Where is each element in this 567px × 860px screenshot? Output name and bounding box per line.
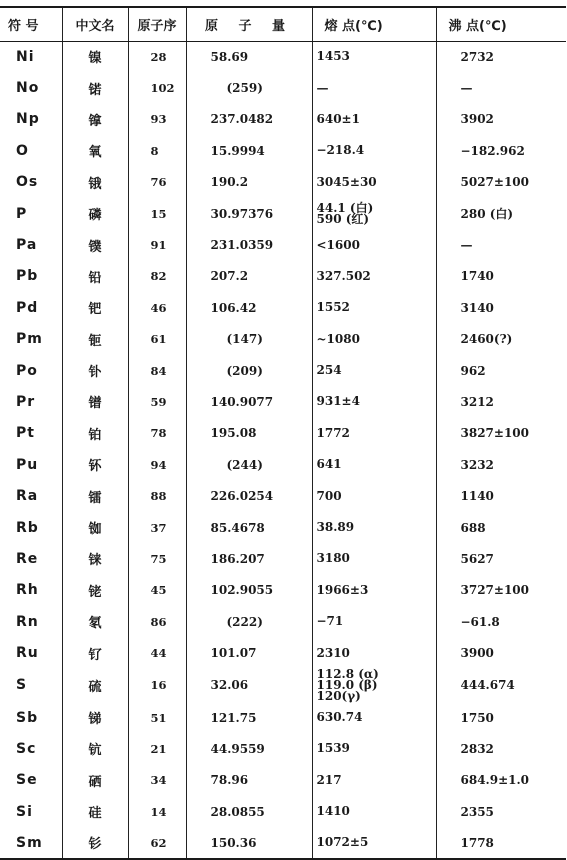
table-row — [0, 135, 566, 166]
cell-symbol: P — [16, 205, 28, 222]
table-row — [0, 418, 566, 449]
table-row — [0, 167, 566, 198]
melting-point-value: 1552 — [316, 300, 350, 315]
cell-atomic-mass: (147) — [186, 324, 312, 355]
cell-boiling-point: 1740 — [436, 261, 566, 292]
table-row — [0, 765, 566, 796]
cell-melting-point — [312, 72, 436, 103]
cell-boiling-point: 444.674 — [436, 669, 566, 702]
cell-melting-point — [312, 765, 436, 796]
table-row — [0, 198, 566, 229]
header-boiling-point: 沸 点(℃) — [436, 7, 566, 41]
table-row — [0, 72, 566, 103]
cell-atomic-number: 76 — [128, 167, 186, 198]
element-properties-table — [0, 6, 566, 860]
cell-atomic-mass: 121.75 — [186, 702, 312, 733]
cell-chinese-name: 铼 — [62, 543, 128, 574]
cell-melting-point — [312, 261, 436, 292]
cell-melting-point — [312, 666, 436, 703]
cell-symbol: No — [16, 80, 40, 97]
table-row — [0, 480, 566, 511]
cell-symbol: O — [16, 142, 29, 159]
table-row — [0, 292, 566, 323]
cell-melting-point — [312, 637, 436, 668]
cell-atomic-mass: 102.9055 — [186, 575, 312, 606]
cell-atomic-mass: 30.97376 — [186, 198, 312, 229]
melting-point-value: 1772 — [316, 425, 350, 440]
melting-point-value: 327.502 — [316, 268, 371, 283]
cell-atomic-mass: 28.0855 — [186, 796, 312, 827]
melting-point-value: 38.89 — [316, 520, 355, 535]
header-row — [0, 7, 566, 41]
melting-point-value: 217 — [316, 772, 342, 787]
cell-chinese-name: 镭 — [62, 480, 128, 511]
cell-symbol: Sb — [16, 709, 39, 726]
cell-chinese-name: 钚 — [62, 449, 128, 480]
cell-boiling-point: 2355 — [436, 796, 566, 827]
cell-melting-point — [312, 575, 436, 606]
melting-point-value: 44.1 (白) — [316, 200, 374, 215]
table-row — [0, 575, 566, 606]
cell-atomic-mass: 186.207 — [186, 543, 312, 574]
cell-symbol: Po — [16, 362, 38, 379]
cell-symbol: Pu — [16, 456, 39, 473]
melting-point-value: ~1080 — [316, 331, 360, 346]
table-row — [0, 449, 566, 480]
cell-atomic-mass: (209) — [186, 355, 312, 386]
cell-atomic-number: 88 — [128, 480, 186, 511]
cell-boiling-point: 3902 — [436, 104, 566, 135]
cell-atomic-mass: 106.42 — [186, 292, 312, 323]
cell-symbol: Pm — [16, 331, 43, 348]
cell-melting-point — [312, 355, 436, 386]
cell-symbol: Ra — [16, 488, 39, 505]
table-row — [0, 229, 566, 260]
melting-point-value: 630.74 — [316, 710, 363, 724]
cell-boiling-point: 1140 — [436, 480, 566, 511]
cell-chinese-name: 铅 — [62, 261, 128, 292]
cell-atomic-mass: (244) — [186, 449, 312, 480]
cell-atomic-number: 62 — [128, 827, 186, 858]
cell-symbol: Ru — [16, 645, 39, 662]
cell-symbol: Sc — [16, 740, 37, 757]
cell-chinese-name: 硫 — [62, 669, 128, 702]
cell-melting-point — [312, 324, 436, 355]
cell-symbol: Os — [16, 174, 39, 191]
melting-point-value: 120(γ) — [316, 688, 361, 703]
table-row — [0, 104, 566, 135]
cell-symbol: Re — [16, 550, 39, 567]
cell-melting-point — [312, 449, 436, 480]
cell-melting-point — [312, 512, 436, 543]
cell-melting-point — [312, 167, 436, 198]
cell-symbol: Pa — [16, 237, 38, 254]
cell-chinese-name: 氡 — [62, 606, 128, 637]
cell-chinese-name: 镤 — [62, 229, 128, 260]
cell-atomic-number: 84 — [128, 355, 186, 386]
cell-boiling-point: 2732 — [436, 41, 566, 72]
melting-point-value: 931±4 — [316, 394, 360, 409]
cell-boiling-point: 2460(?) — [436, 324, 566, 355]
cell-atomic-mass: 237.0482 — [186, 104, 312, 135]
cell-boiling-point: 5627 — [436, 543, 566, 574]
table-row — [0, 386, 566, 417]
cell-boiling-point: −182.962 — [436, 135, 566, 166]
cell-melting-point — [312, 733, 436, 764]
cell-symbol: Pr — [16, 393, 36, 410]
cell-symbol: Pt — [16, 425, 35, 442]
cell-symbol: Rn — [16, 613, 39, 630]
cell-atomic-number: 21 — [128, 733, 186, 764]
cell-chinese-name: 氧 — [62, 135, 128, 166]
cell-atomic-mass: 78.96 — [186, 765, 312, 796]
cell-boiling-point: 5027±100 — [436, 167, 566, 198]
cell-boiling-point: — — [436, 229, 566, 260]
cell-symbol: Rb — [16, 519, 39, 536]
cell-symbol: Ni — [16, 48, 35, 65]
melting-point-value: 1072±5 — [316, 835, 369, 850]
cell-atomic-mass: (259) — [186, 72, 312, 103]
cell-atomic-number: 102 — [128, 72, 186, 103]
table-row — [0, 702, 566, 733]
cell-atomic-number: 59 — [128, 386, 186, 417]
table-body — [0, 41, 566, 859]
cell-atomic-number: 28 — [128, 41, 186, 72]
cell-atomic-number: 45 — [128, 575, 186, 606]
melting-point-value: 254 — [316, 363, 342, 378]
table-row — [0, 637, 566, 668]
melting-point-value: 112.8 (α) — [316, 666, 379, 681]
cell-melting-point — [312, 198, 436, 229]
cell-symbol: Pb — [16, 268, 39, 285]
cell-atomic-mass: 140.9077 — [186, 386, 312, 417]
cell-boiling-point: 1750 — [436, 702, 566, 733]
cell-atomic-number: 78 — [128, 418, 186, 449]
cell-symbol: Np — [16, 111, 40, 128]
cell-symbol: Rh — [16, 582, 39, 599]
melting-point-value: 640±1 — [316, 111, 360, 126]
cell-symbol: S — [16, 677, 28, 694]
melting-point-value: 2310 — [316, 645, 350, 660]
melting-point-value: 1539 — [316, 741, 350, 756]
cell-atomic-mass: 190.2 — [186, 167, 312, 198]
cell-boiling-point: 684.9±1.0 — [436, 765, 566, 796]
cell-atomic-mass: 207.2 — [186, 261, 312, 292]
header-atomic-number: 原子序 — [128, 7, 186, 41]
cell-melting-point — [312, 606, 436, 637]
cell-atomic-mass: 231.0359 — [186, 229, 312, 260]
cell-chinese-name: 钌 — [62, 637, 128, 668]
cell-chinese-name: 锇 — [62, 167, 128, 198]
melting-point-value: <1600 — [316, 237, 360, 252]
cell-chinese-name: 钋 — [62, 355, 128, 386]
cell-boiling-point: 280 (白) — [436, 198, 566, 229]
cell-symbol: Pd — [16, 299, 39, 316]
cell-symbol: Se — [16, 772, 38, 789]
table-row — [0, 324, 566, 355]
table-row — [0, 512, 566, 543]
header-chinese-name: 中文名 — [62, 7, 128, 41]
cell-atomic-number: 61 — [128, 324, 186, 355]
cell-chinese-name: 磷 — [62, 198, 128, 229]
cell-boiling-point: 2832 — [436, 733, 566, 764]
cell-boiling-point: 688 — [436, 512, 566, 543]
cell-melting-point — [312, 702, 436, 733]
cell-boiling-point: — — [436, 72, 566, 103]
cell-boiling-point: −61.8 — [436, 606, 566, 637]
cell-melting-point — [312, 292, 436, 323]
cell-symbol: Sm — [0, 827, 62, 858]
melting-point-value: 641 — [316, 457, 342, 472]
cell-boiling-point: 3232 — [436, 449, 566, 480]
cell-melting-point — [312, 135, 436, 166]
cell-atomic-number: 46 — [128, 292, 186, 323]
table-row — [0, 827, 566, 858]
cell-atomic-mass: 150.36 — [186, 827, 312, 858]
cell-chinese-name: 硒 — [62, 765, 128, 796]
cell-atomic-mass: 226.0254 — [186, 480, 312, 511]
table-row — [0, 796, 566, 827]
cell-atomic-number: 14 — [128, 796, 186, 827]
cell-atomic-number: 8 — [128, 135, 186, 166]
cell-chinese-name: 镨 — [62, 386, 128, 417]
cell-atomic-number: 93 — [128, 104, 186, 135]
cell-chinese-name: 铑 — [62, 575, 128, 606]
table-row — [0, 261, 566, 292]
cell-atomic-mass: 15.9994 — [186, 135, 312, 166]
cell-atomic-mass: 85.4678 — [186, 512, 312, 543]
melting-point-value: 700 — [316, 488, 342, 503]
cell-atomic-mass: (222) — [186, 606, 312, 637]
cell-boiling-point: 1778 — [436, 827, 566, 858]
cell-atomic-number: 34 — [128, 765, 186, 796]
cell-atomic-mass: 44.9559 — [186, 733, 312, 764]
cell-chinese-name: 硅 — [62, 796, 128, 827]
melting-point-value: −71 — [316, 614, 344, 629]
cell-chinese-name: 钯 — [62, 292, 128, 323]
cell-chinese-name: 铂 — [62, 418, 128, 449]
cell-melting-point — [312, 827, 436, 858]
cell-chinese-name: 钐 — [62, 827, 128, 858]
cell-boiling-point: 3900 — [436, 637, 566, 668]
cell-chinese-name: 锑 — [62, 702, 128, 733]
header-symbol: 符 号 — [0, 7, 62, 41]
table-row — [0, 606, 566, 637]
cell-atomic-number: 16 — [128, 669, 186, 702]
cell-atomic-number: 44 — [128, 637, 186, 668]
melting-point-value: 3045±30 — [316, 174, 377, 189]
cell-boiling-point: 3727±100 — [436, 575, 566, 606]
cell-melting-point — [312, 480, 436, 511]
cell-melting-point — [312, 543, 436, 574]
melting-point-value: 1966±3 — [316, 582, 369, 597]
cell-chinese-name: 钷 — [62, 324, 128, 355]
cell-atomic-number: 15 — [128, 198, 186, 229]
table-row — [0, 41, 566, 72]
melting-point-value: 590 (红) — [316, 211, 370, 226]
cell-atomic-number: 37 — [128, 512, 186, 543]
melting-point-value: −218.4 — [316, 143, 365, 158]
table-row — [0, 355, 566, 386]
cell-atomic-number: 51 — [128, 702, 186, 733]
cell-melting-point — [312, 418, 436, 449]
table-row — [0, 733, 566, 764]
melting-point-value: 119.0 (β) — [316, 677, 378, 692]
cell-atomic-mass: 195.08 — [186, 418, 312, 449]
melting-point-value: — — [316, 80, 329, 95]
table-row — [0, 669, 566, 702]
cell-melting-point — [312, 386, 436, 417]
header-melting-point: 熔 点(℃) — [312, 7, 436, 41]
cell-melting-point — [312, 104, 436, 135]
cell-atomic-number: 75 — [128, 543, 186, 574]
cell-atomic-number: 86 — [128, 606, 186, 637]
cell-chinese-name: 镎 — [62, 104, 128, 135]
cell-atomic-number: 91 — [128, 229, 186, 260]
cell-boiling-point: 3140 — [436, 292, 566, 323]
cell-melting-point — [312, 41, 436, 72]
cell-boiling-point: 3827±100 — [436, 418, 566, 449]
table-row — [0, 543, 566, 574]
cell-chinese-name: 锘 — [62, 72, 128, 103]
cell-boiling-point: 3212 — [436, 386, 566, 417]
cell-atomic-number: 82 — [128, 261, 186, 292]
cell-boiling-point: 962 — [436, 355, 566, 386]
melting-point-value: 1410 — [316, 804, 350, 819]
cell-chinese-name: 铷 — [62, 512, 128, 543]
cell-atomic-number: 94 — [128, 449, 186, 480]
cell-symbol: Si — [16, 803, 33, 820]
cell-atomic-mass: 58.69 — [186, 41, 312, 72]
melting-point-value: 3180 — [316, 551, 350, 566]
cell-chinese-name: 镍 — [62, 41, 128, 72]
cell-atomic-mass: 32.06 — [186, 669, 312, 702]
cell-atomic-mass: 101.07 — [186, 637, 312, 668]
cell-melting-point — [312, 229, 436, 260]
cell-chinese-name: 钪 — [62, 733, 128, 764]
cell-melting-point — [312, 796, 436, 827]
melting-point-value: 1453 — [316, 49, 350, 64]
header-atomic-mass: 原 子 量 — [186, 7, 312, 41]
